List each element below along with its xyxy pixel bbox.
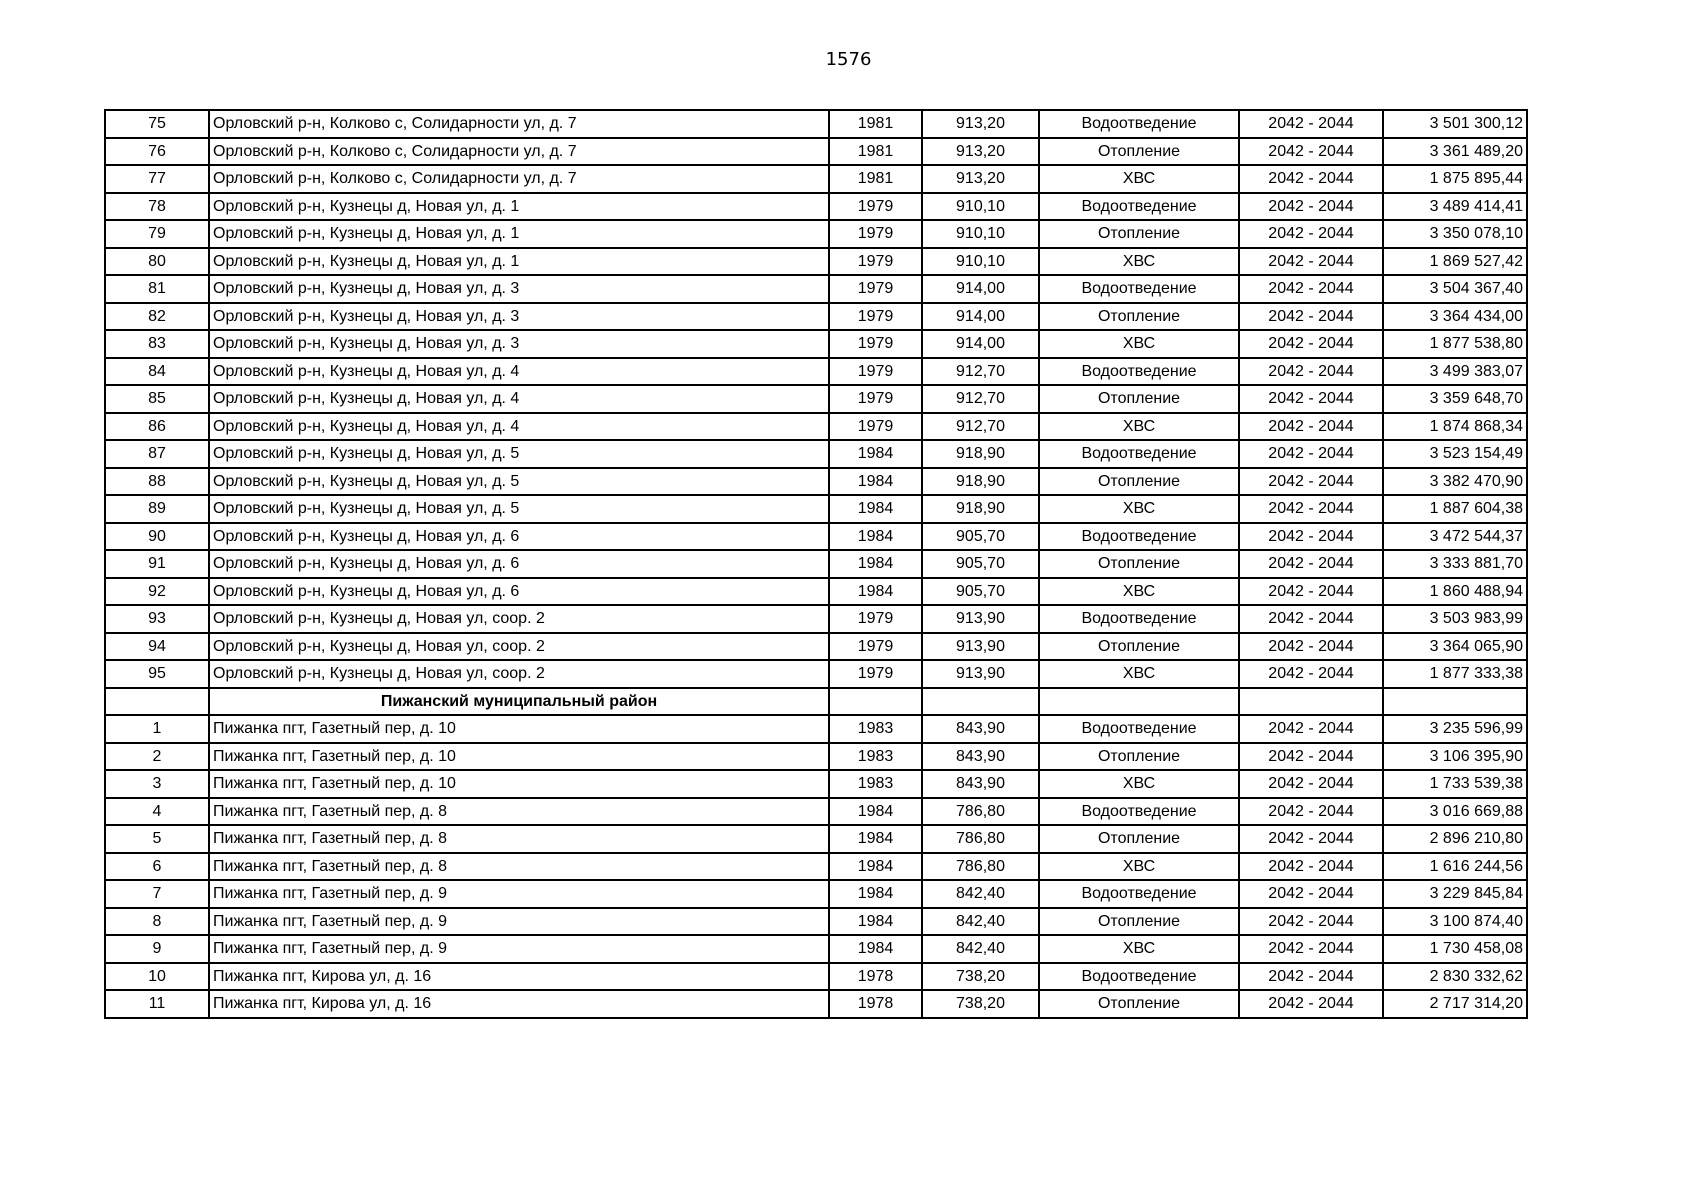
cost-cell: 2 896 210,80 [1383,825,1527,853]
table-row [105,468,1527,496]
year-built-cell: 1984 [829,495,922,523]
period-cell: 2042 - 2044 [1239,715,1383,743]
row-number-cell: 90 [105,523,209,551]
period-cell: 2042 - 2044 [1239,743,1383,771]
address-cell: Пижанка пгт, Газетный пер, д. 8 [209,798,829,826]
area-cell: 913,90 [922,633,1039,661]
year-built-cell: 1981 [829,110,922,138]
cost-cell: 3 359 648,70 [1383,385,1527,413]
area-cell: 912,70 [922,413,1039,441]
table-row [105,743,1527,771]
period-cell: 2042 - 2044 [1239,220,1383,248]
year-built-cell: 1984 [829,468,922,496]
table-row [105,715,1527,743]
cost-cell: 1 616 244,56 [1383,853,1527,881]
area-cell: 918,90 [922,440,1039,468]
year-built-cell: 1979 [829,303,922,331]
period-cell: 2042 - 2044 [1239,413,1383,441]
area-cell: 910,10 [922,220,1039,248]
year-built-cell: 1978 [829,990,922,1018]
year-built-cell: 1984 [829,523,922,551]
year-built-cell: 1979 [829,633,922,661]
table-row [105,523,1527,551]
address-cell: Орловский р-н, Колково с, Солидарности ул, д. 7 [209,138,829,166]
row-number-cell: 80 [105,248,209,276]
period-cell: 2042 - 2044 [1239,193,1383,221]
cost-cell: 2 717 314,20 [1383,990,1527,1018]
row-number-cell: 87 [105,440,209,468]
row-number-cell: 88 [105,468,209,496]
cost-cell: 1 875 895,44 [1383,165,1527,193]
work-type-cell: Отопление [1039,550,1239,578]
table-row [105,935,1527,963]
row-number-cell: 86 [105,413,209,441]
work-type-cell: Водоотведение [1039,605,1239,633]
period-cell: 2042 - 2044 [1239,660,1383,688]
area-cell: 738,20 [922,990,1039,1018]
work-type-cell: Отопление [1039,908,1239,936]
address-cell: Орловский р-н, Кузнецы д, Новая ул, д. 4 [209,413,829,441]
period-cell: 2042 - 2044 [1239,358,1383,386]
year-built-cell: 1984 [829,853,922,881]
cost-cell: 1 733 539,38 [1383,770,1527,798]
row-number-cell: 2 [105,743,209,771]
cost-cell: 3 333 881,70 [1383,550,1527,578]
period-cell: 2042 - 2044 [1239,963,1383,991]
address-cell: Пижанка пгт, Кирова ул, д. 16 [209,963,829,991]
area-cell: 913,20 [922,138,1039,166]
row-number-cell: 81 [105,275,209,303]
year-built-cell: 1979 [829,248,922,276]
row-number-cell: 79 [105,220,209,248]
cost-cell: 1 887 604,38 [1383,495,1527,523]
period-cell: 2042 - 2044 [1239,248,1383,276]
work-type-cell: Отопление [1039,138,1239,166]
table-row [105,248,1527,276]
row-number-cell: 76 [105,138,209,166]
work-type-cell: ХВС [1039,330,1239,358]
table-body [105,110,1527,1018]
address-cell: Орловский р-н, Кузнецы д, Новая ул, соор. 2 [209,660,829,688]
period-cell: 2042 - 2044 [1239,303,1383,331]
table-row [105,275,1527,303]
cost-cell: 3 229 845,84 [1383,880,1527,908]
address-cell: Орловский р-н, Кузнецы д, Новая ул, д. 4 [209,385,829,413]
cost-cell: 3 489 414,41 [1383,193,1527,221]
area-cell: 910,10 [922,248,1039,276]
area-cell: 843,90 [922,743,1039,771]
work-type-cell: Водоотведение [1039,358,1239,386]
area-cell: 910,10 [922,193,1039,221]
address-cell: Пижанка пгт, Газетный пер, д. 9 [209,908,829,936]
row-number-cell: 11 [105,990,209,1018]
row-number-cell: 5 [105,825,209,853]
cost-cell: 3 499 383,07 [1383,358,1527,386]
period-cell: 2042 - 2044 [1239,275,1383,303]
year-built-cell: 1979 [829,330,922,358]
work-type-cell: ХВС [1039,248,1239,276]
table-row [105,303,1527,331]
period-cell: 2042 - 2044 [1239,798,1383,826]
year-built-cell: 1984 [829,935,922,963]
table-row [105,385,1527,413]
table-row [105,550,1527,578]
year-built-cell: 1984 [829,880,922,908]
work-type-cell: ХВС [1039,660,1239,688]
year-built-cell: 1984 [829,440,922,468]
row-number-cell: 89 [105,495,209,523]
cost-cell: 3 106 395,90 [1383,743,1527,771]
period-cell: 2042 - 2044 [1239,138,1383,166]
period-cell: 2042 - 2044 [1239,880,1383,908]
cost-cell: 1 860 488,94 [1383,578,1527,606]
address-cell: Орловский р-н, Кузнецы д, Новая ул, д. 3 [209,330,829,358]
period-cell: 2042 - 2044 [1239,770,1383,798]
repair-schedule-table [104,109,1528,1019]
year-built-cell: 1979 [829,358,922,386]
row-number-cell: 85 [105,385,209,413]
section-title: Пижанский муниципальный район [209,688,829,716]
empty-cell [922,688,1039,716]
area-cell: 913,20 [922,110,1039,138]
period-cell: 2042 - 2044 [1239,935,1383,963]
row-number-cell: 93 [105,605,209,633]
table-row [105,963,1527,991]
year-built-cell: 1979 [829,220,922,248]
row-number-cell: 6 [105,853,209,881]
period-cell: 2042 - 2044 [1239,578,1383,606]
work-type-cell: Отопление [1039,303,1239,331]
area-cell: 738,20 [922,963,1039,991]
address-cell: Пижанка пгт, Газетный пер, д. 8 [209,853,829,881]
area-cell: 913,90 [922,605,1039,633]
work-type-cell: ХВС [1039,495,1239,523]
area-cell: 918,90 [922,468,1039,496]
row-number-cell: 10 [105,963,209,991]
address-cell: Пижанка пгт, Газетный пер, д. 10 [209,715,829,743]
year-built-cell: 1983 [829,770,922,798]
area-cell: 786,80 [922,825,1039,853]
table-row [105,110,1527,138]
year-built-cell: 1979 [829,605,922,633]
work-type-cell: Водоотведение [1039,715,1239,743]
table-row [105,798,1527,826]
empty-cell [105,688,209,716]
year-built-cell: 1984 [829,908,922,936]
row-number-cell: 7 [105,880,209,908]
table-row [105,220,1527,248]
area-cell: 912,70 [922,385,1039,413]
period-cell: 2042 - 2044 [1239,605,1383,633]
row-number-cell: 3 [105,770,209,798]
address-cell: Пижанка пгт, Газетный пер, д. 10 [209,770,829,798]
work-type-cell: Водоотведение [1039,880,1239,908]
table-row [105,990,1527,1018]
period-cell: 2042 - 2044 [1239,495,1383,523]
work-type-cell: Отопление [1039,220,1239,248]
cost-cell: 1 877 333,38 [1383,660,1527,688]
work-type-cell: ХВС [1039,853,1239,881]
period-cell: 2042 - 2044 [1239,523,1383,551]
address-cell: Орловский р-н, Кузнецы д, Новая ул, д. 5 [209,440,829,468]
work-type-cell: Отопление [1039,743,1239,771]
table-row [105,633,1527,661]
area-cell: 843,90 [922,715,1039,743]
area-cell: 905,70 [922,523,1039,551]
table-row [105,825,1527,853]
work-type-cell: Водоотведение [1039,193,1239,221]
work-type-cell: ХВС [1039,770,1239,798]
table-row [105,440,1527,468]
table-row [105,660,1527,688]
empty-cell [1383,688,1527,716]
row-number-cell: 9 [105,935,209,963]
work-type-cell: ХВС [1039,165,1239,193]
cost-cell: 3 501 300,12 [1383,110,1527,138]
address-cell: Орловский р-н, Кузнецы д, Новая ул, д. 1 [209,248,829,276]
year-built-cell: 1984 [829,578,922,606]
address-cell: Орловский р-н, Колково с, Солидарности ул, д. 7 [209,165,829,193]
year-built-cell: 1984 [829,798,922,826]
address-cell: Орловский р-н, Кузнецы д, Новая ул, соор. 2 [209,633,829,661]
table-row [105,605,1527,633]
address-cell: Орловский р-н, Кузнецы д, Новая ул, соор. 2 [209,605,829,633]
table-row [105,413,1527,441]
work-type-cell: ХВС [1039,578,1239,606]
area-cell: 918,90 [922,495,1039,523]
table-row [105,880,1527,908]
work-type-cell: Водоотведение [1039,523,1239,551]
work-type-cell: ХВС [1039,935,1239,963]
address-cell: Орловский р-н, Кузнецы д, Новая ул, д. 5 [209,468,829,496]
empty-cell [1039,688,1239,716]
row-number-cell: 83 [105,330,209,358]
table-row [105,138,1527,166]
row-number-cell: 77 [105,165,209,193]
address-cell: Орловский р-н, Кузнецы д, Новая ул, д. 6 [209,578,829,606]
area-cell: 913,20 [922,165,1039,193]
table-row [105,770,1527,798]
row-number-cell: 78 [105,193,209,221]
table-row [105,330,1527,358]
address-cell: Орловский р-н, Кузнецы д, Новая ул, д. 5 [209,495,829,523]
period-cell: 2042 - 2044 [1239,330,1383,358]
period-cell: 2042 - 2044 [1239,853,1383,881]
area-cell: 905,70 [922,550,1039,578]
cost-cell: 1 730 458,08 [1383,935,1527,963]
area-cell: 842,40 [922,935,1039,963]
period-cell: 2042 - 2044 [1239,908,1383,936]
period-cell: 2042 - 2044 [1239,440,1383,468]
cost-cell: 1 877 538,80 [1383,330,1527,358]
row-number-cell: 92 [105,578,209,606]
address-cell: Орловский р-н, Кузнецы д, Новая ул, д. 4 [209,358,829,386]
table-row [105,358,1527,386]
cost-cell: 3 504 367,40 [1383,275,1527,303]
period-cell: 2042 - 2044 [1239,633,1383,661]
period-cell: 2042 - 2044 [1239,110,1383,138]
table-row [105,578,1527,606]
cost-cell: 3 523 154,49 [1383,440,1527,468]
year-built-cell: 1979 [829,275,922,303]
empty-cell [829,688,922,716]
area-cell: 786,80 [922,853,1039,881]
area-cell: 914,00 [922,330,1039,358]
area-cell: 914,00 [922,303,1039,331]
work-type-cell: Водоотведение [1039,440,1239,468]
address-cell: Орловский р-н, Кузнецы д, Новая ул, д. 6 [209,550,829,578]
work-type-cell: Отопление [1039,385,1239,413]
year-built-cell: 1983 [829,715,922,743]
table-row [105,165,1527,193]
cost-cell: 3 016 669,88 [1383,798,1527,826]
area-cell: 843,90 [922,770,1039,798]
row-number-cell: 95 [105,660,209,688]
year-built-cell: 1984 [829,550,922,578]
area-cell: 842,40 [922,880,1039,908]
table-row [105,193,1527,221]
year-built-cell: 1981 [829,165,922,193]
row-number-cell: 94 [105,633,209,661]
cost-cell: 3 364 065,90 [1383,633,1527,661]
area-cell: 913,90 [922,660,1039,688]
address-cell: Пижанка пгт, Газетный пер, д. 8 [209,825,829,853]
year-built-cell: 1979 [829,413,922,441]
address-cell: Орловский р-н, Кузнецы д, Новая ул, д. 3 [209,275,829,303]
period-cell: 2042 - 2044 [1239,550,1383,578]
table-row [105,908,1527,936]
year-built-cell: 1979 [829,660,922,688]
period-cell: 2042 - 2044 [1239,990,1383,1018]
address-cell: Пижанка пгт, Газетный пер, д. 9 [209,880,829,908]
table-row [105,853,1527,881]
area-cell: 786,80 [922,798,1039,826]
cost-cell: 2 830 332,62 [1383,963,1527,991]
work-type-cell: ХВС [1039,413,1239,441]
work-type-cell: Отопление [1039,633,1239,661]
period-cell: 2042 - 2044 [1239,825,1383,853]
cost-cell: 3 361 489,20 [1383,138,1527,166]
area-cell: 905,70 [922,578,1039,606]
year-built-cell: 1979 [829,193,922,221]
area-cell: 912,70 [922,358,1039,386]
cost-cell: 3 100 874,40 [1383,908,1527,936]
area-cell: 842,40 [922,908,1039,936]
address-cell: Орловский р-н, Кузнецы д, Новая ул, д. 3 [209,303,829,331]
cost-cell: 3 364 434,00 [1383,303,1527,331]
cost-cell: 3 472 544,37 [1383,523,1527,551]
table-row [105,495,1527,523]
address-cell: Орловский р-н, Кузнецы д, Новая ул, д. 1 [209,193,829,221]
year-built-cell: 1979 [829,385,922,413]
year-built-cell: 1984 [829,825,922,853]
row-number-cell: 82 [105,303,209,331]
address-cell: Пижанка пгт, Кирова ул, д. 16 [209,990,829,1018]
work-type-cell: Водоотведение [1039,275,1239,303]
address-cell: Орловский р-н, Кузнецы д, Новая ул, д. 1 [209,220,829,248]
row-number-cell: 4 [105,798,209,826]
cost-cell: 3 350 078,10 [1383,220,1527,248]
page-number: 1576 [825,49,872,70]
empty-cell [1239,688,1383,716]
section-header-row [105,688,1527,716]
address-cell: Орловский р-н, Кузнецы д, Новая ул, д. 6 [209,523,829,551]
row-number-cell: 75 [105,110,209,138]
address-cell: Орловский р-н, Колково с, Солидарности ул, д. 7 [209,110,829,138]
row-number-cell: 84 [105,358,209,386]
cost-cell: 3 235 596,99 [1383,715,1527,743]
row-number-cell: 1 [105,715,209,743]
address-cell: Пижанка пгт, Газетный пер, д. 10 [209,743,829,771]
period-cell: 2042 - 2044 [1239,385,1383,413]
cost-cell: 1 869 527,42 [1383,248,1527,276]
row-number-cell: 91 [105,550,209,578]
area-cell: 914,00 [922,275,1039,303]
work-type-cell: Водоотведение [1039,798,1239,826]
year-built-cell: 1983 [829,743,922,771]
work-type-cell: Водоотведение [1039,963,1239,991]
cost-cell: 3 503 983,99 [1383,605,1527,633]
year-built-cell: 1978 [829,963,922,991]
work-type-cell: Водоотведение [1039,110,1239,138]
cost-cell: 1 874 868,34 [1383,413,1527,441]
period-cell: 2042 - 2044 [1239,165,1383,193]
period-cell: 2042 - 2044 [1239,468,1383,496]
address-cell: Пижанка пгт, Газетный пер, д. 9 [209,935,829,963]
row-number-cell: 8 [105,908,209,936]
cost-cell: 3 382 470,90 [1383,468,1527,496]
work-type-cell: Отопление [1039,825,1239,853]
work-type-cell: Отопление [1039,468,1239,496]
work-type-cell: Отопление [1039,990,1239,1018]
year-built-cell: 1981 [829,138,922,166]
